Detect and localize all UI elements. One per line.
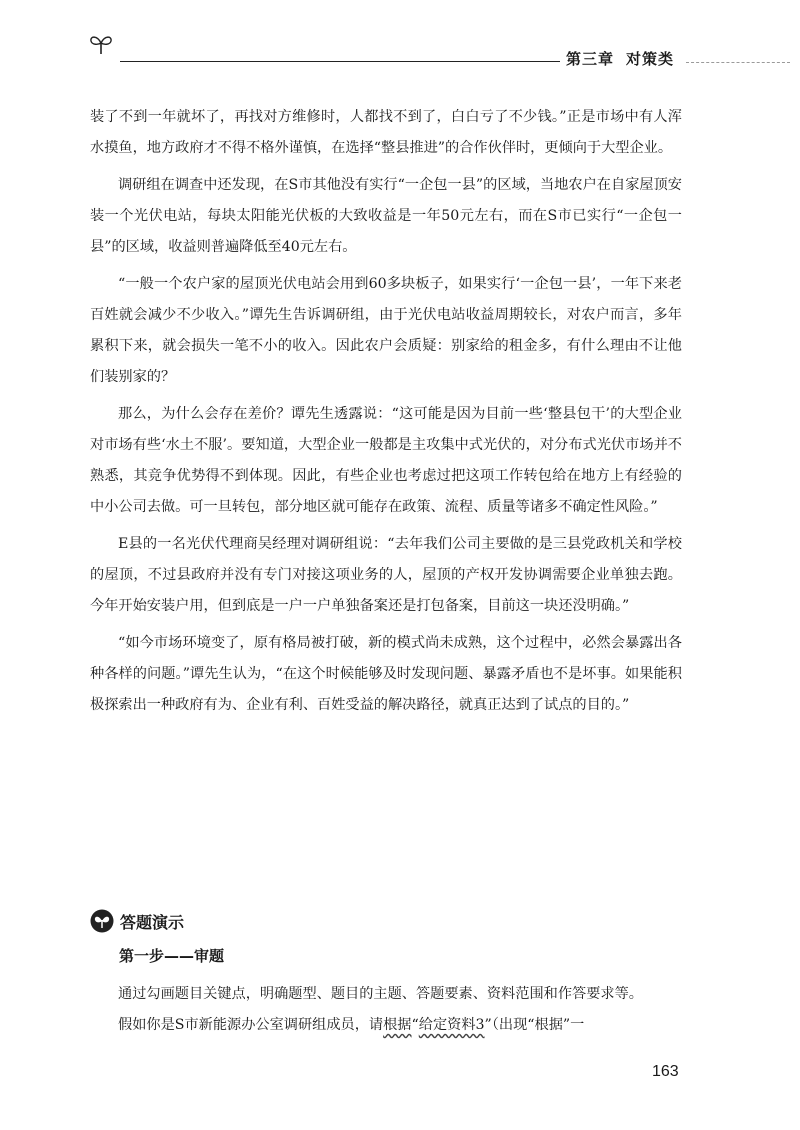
chapter-number: 第三章 — [566, 50, 615, 68]
step-paragraph-2 — [90, 1010, 682, 1041]
header-rule — [120, 61, 560, 62]
keyword-basis: 根据 — [383, 1017, 412, 1033]
leaf-badge-icon — [90, 909, 114, 933]
paragraph-6: “如今市场环境变了，原有格局被打破，新的模式尚未成熟，这个过程中，必然会暴露出各种各样的问题。”谭先生认为，“在这个时候能够及时发现问题、暴露矛盾也不是坏事。如果能积极探索出一种政府有为、企业有利、百姓受益的解决路径，就真正达到了试点的目的。” — [90, 635, 682, 713]
step-text — [90, 979, 682, 1041]
paragraph-4: 那么，为什么会存在差价？谭先生透露说：“这可能是因为目前一些‘整县包干’的大型企业对市场有些‘水土不服’。要知道，大型企业一般都是主攻集中式光伏的，对分布式光伏市场并不熟悉，其竞争优势得不到体现。因此，有些企业也考虑过把这项工作转包给在地方上有经验的中小公司去做。可一旦转包，部分地区就可能存在政策、流程、质量等诸多不确定性风险。” — [90, 406, 682, 515]
header-dashed-rule — [686, 62, 790, 63]
section-heading — [90, 909, 184, 933]
question-quote-open: “ — [411, 1017, 419, 1033]
paragraph-3: “一般一个农户家的屋顶光伏电站会用到60多块板子，如果实行‘一企包一县’，一年下来老百姓就会减少不少收入。”谭先生告诉调研组，由于光伏电站收益周期较长，对农户而言，多年累积下来，就会损失一笔不小的收入。因此农户会质疑：别家给的租金多，有什么理由不让他们装别家的？ — [90, 276, 682, 385]
keyword-material: 给定资料3 — [418, 1017, 485, 1033]
question-text-a: 假如你是S市新能源办公室调研组成员，请 — [118, 1017, 384, 1033]
paragraph-5: E县的一名光伏代理商吴经理对调研组说：“去年我们公司主要做的是三县党政机关和学校的屋顶，不过县政府并没有专门对接这项业务的人，屋顶的产权开发协调需要企业单独去跑。今年开始安装户用，但到底是一户一户单独备案还是打包备案，目前这一块还没明确。” — [90, 536, 682, 614]
chapter-title — [566, 48, 674, 69]
body-text — [90, 102, 682, 721]
question-text-c: ”（出现“根据”一 — [484, 1017, 585, 1033]
chapter-name: 对策类 — [626, 50, 675, 68]
paragraph-1: 装了不到一年就坏了，再找对方维修时，人都找不到了，白白亏了不少钱。”正是市场中有人浑水摸鱼，地方政府才不得不格外谨慎，在选择“整县推进”的合作伙伴时，更倾向于大型企业。 — [90, 109, 682, 156]
page-header — [0, 0, 800, 80]
step-paragraph-1: 通过勾画题目关键点，明确题型、题目的主题、答题要素、资料范围和作答要求等。 — [118, 986, 643, 1002]
section-title: 答题演示 — [120, 912, 185, 932]
paragraph-2: 调研组在调查中还发现，在S市其他没有实行“一企包一县”的区域，当地农户在自家屋顶安装一个光伏电站，每块太阳能光伏板的大致收益是一年50元左右，而在S市已实行“一企包一县”的区域，收益则普遍降低至40元左右。 — [90, 177, 682, 255]
sprout-icon — [88, 32, 114, 56]
page-number: 163 — [652, 1063, 679, 1080]
step-title: 第一步——审题 — [119, 947, 225, 965]
